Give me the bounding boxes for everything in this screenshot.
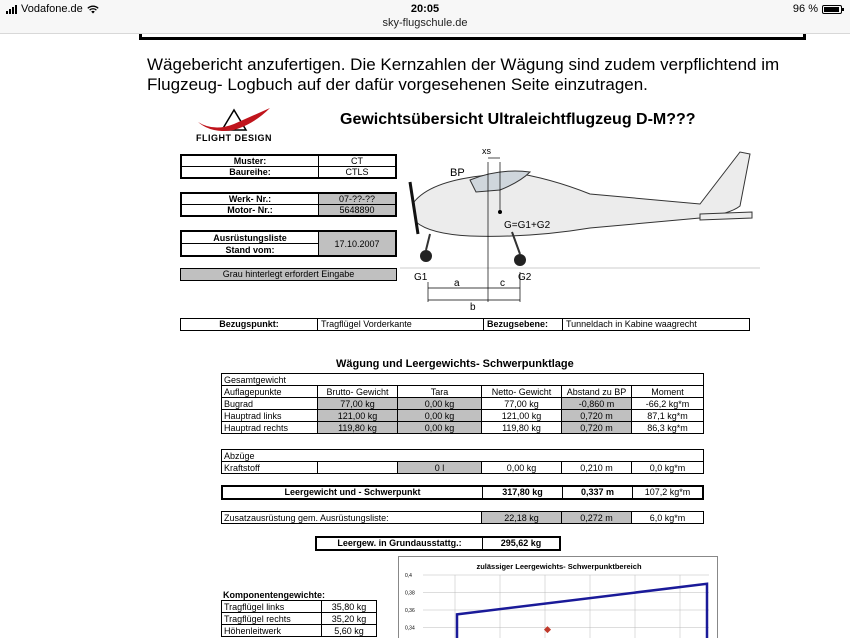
type-box [180, 154, 397, 179]
y-tick-label: 0,36 [405, 608, 415, 614]
ausruestung-label: Ausrüstungsliste [182, 232, 319, 244]
header-row [222, 386, 704, 398]
table-cell: Hauptrad rechts [222, 422, 318, 434]
y-tick-label: 0,38 [405, 590, 415, 597]
table-cell[interactable]: -0,860 m [562, 398, 632, 410]
header-cell: Auflagepunkte [222, 386, 318, 398]
deductions-table [221, 449, 704, 474]
table-cell: Tragflügel links [222, 601, 322, 613]
table-row [222, 422, 704, 434]
bezugsebene-label: Bezugsebene: [484, 319, 563, 330]
table-row [222, 398, 704, 410]
werk-nr-label: Werk- Nr.: [182, 194, 319, 205]
header-cell: Tara [398, 386, 482, 398]
table-cell[interactable]: 0 l [398, 462, 482, 474]
header-cell: Brutto- Gewicht [318, 386, 398, 398]
grundausstattung-label: Leergew. in Grundausstattg.: [317, 538, 483, 549]
url-label[interactable]: sky-flugschule.de [382, 17, 468, 29]
motor-nr-value[interactable]: 5648890 [319, 205, 396, 216]
table-row [222, 601, 377, 613]
header-cell: Abstand zu BP [562, 386, 632, 398]
y-tick-label: 0,34 [405, 625, 415, 632]
g2-label: G2 [518, 272, 532, 283]
document-title: Gewichtsübersicht Ultraleichtflugzeug D-M??? [340, 111, 696, 128]
table-cell: Tragflügel rechts [222, 613, 322, 625]
table-row [222, 462, 704, 474]
table-cell[interactable]: 22,18 kg [482, 512, 562, 524]
table-cell: Hauptrad links [222, 410, 318, 422]
serial-box [180, 192, 397, 217]
reference-row [180, 318, 750, 331]
status-bar [0, 0, 850, 34]
equipment-box [180, 230, 397, 257]
battery-percent: 96 % [792, 3, 818, 15]
baureihe-label: Baureihe: [182, 167, 319, 178]
additional-equipment-table [221, 511, 704, 524]
chart-plot [399, 557, 717, 638]
werk-nr-value[interactable]: 07-??-?? [319, 194, 396, 205]
bezugspunkt-label: Bezugspunkt: [181, 319, 318, 330]
xs-label: xs [482, 146, 491, 156]
gesamtgewicht-label: Gesamtgewicht [222, 374, 704, 386]
table-cell: Höhenleitwerk [222, 625, 322, 637]
abzuege-label: Abzüge [222, 450, 704, 462]
table-row [222, 625, 377, 637]
table-cell: -66,2 kg*m [632, 398, 704, 410]
intro-paragraph: Wägebericht anzufertigen. Die Kernzahlen der Wägung sind zudem verpflichtend im Flugzeug- Logbuch auf der dafür vorgesehenen Seite einzutragen. [147, 55, 780, 94]
table-cell: Bugrad [222, 398, 318, 410]
table-cell: 0,00 kg [482, 462, 562, 474]
table-cell: 119,80 kg [482, 422, 562, 434]
table-row [222, 613, 377, 625]
table-row [222, 410, 704, 422]
cg-range-chart [398, 556, 718, 638]
header-cell: Moment [632, 386, 704, 398]
table-cell[interactable]: 0,720 m [562, 422, 632, 434]
table-cell: 0,210 m [562, 462, 632, 474]
table-cell: 35,20 kg [322, 613, 377, 625]
battery-icon [822, 5, 842, 14]
airplane-diagram [400, 142, 760, 312]
table-cell: Zusatzausrüstung gem. Ausrüstungsliste: [222, 512, 482, 524]
leergewicht-cg: 0,337 m [563, 487, 633, 498]
table-cell: 6,0 kg*m [632, 512, 704, 524]
stand-label: Stand vom: [182, 244, 319, 256]
table-cell[interactable]: 0,00 kg [398, 422, 482, 434]
muster-label: Muster: [182, 156, 319, 167]
table-cell: 5,60 kg [322, 625, 377, 637]
weighing-table [221, 373, 704, 434]
g-formula-label: G=G1+G2 [504, 220, 551, 231]
b-label: b [470, 302, 476, 312]
table-row [222, 512, 704, 524]
table-cell[interactable]: 0,720 m [562, 410, 632, 422]
carrier-name: Vodafone.de [21, 3, 83, 15]
table-cell[interactable]: 0,00 kg [398, 398, 482, 410]
basic-weight-row [315, 536, 561, 551]
table-cell: 35,80 kg [322, 601, 377, 613]
table-cell[interactable]: 119,80 kg [318, 422, 398, 434]
a-label: a [454, 278, 460, 289]
stand-value[interactable]: 17.10.2007 [319, 232, 396, 256]
table-cell: Kraftstoff [222, 462, 318, 474]
muster-value: CT [319, 156, 396, 167]
c-label: c [500, 278, 505, 289]
bezugsebene-value: Tunneldach in Kabine waagrecht [566, 319, 697, 329]
table-cell: 77,00 kg [482, 398, 562, 410]
leergewicht-label: Leergewicht und - Schwerpunkt [223, 487, 483, 498]
envelope-line [457, 584, 707, 638]
battery-area [793, 3, 842, 15]
table-cell[interactable]: 0,00 kg [398, 410, 482, 422]
g1-label: G1 [414, 272, 428, 283]
bezugspunkt-value: Tragflügel Vorderkante [318, 319, 484, 330]
weighing-title: Wägung und Leergewichts- Schwerpunktlage [336, 358, 574, 370]
clock: 20:05 [410, 3, 440, 15]
empty-weight-row [221, 485, 704, 500]
bp-label: BP [450, 167, 465, 179]
header-cell: Netto- Gewicht [482, 386, 562, 398]
table-cell[interactable]: 0,272 m [562, 512, 632, 524]
previous-box-frame [139, 34, 806, 40]
baureihe-value: CTLS [319, 167, 396, 178]
table-cell [318, 462, 398, 474]
chart-title: zulässiger Leergewichts- Schwerpunktbereich [476, 562, 642, 571]
grey-note: Grau hinterlegt erfordert Eingabe [180, 268, 397, 281]
logo-text: FLIGHT DESIGN [196, 133, 272, 143]
y-tick-label: 0,4 [405, 573, 412, 579]
table-cell: 0,0 kg*m [632, 462, 704, 474]
table-cell: 87,1 kg*m [632, 410, 704, 422]
grundausstattung-value: 295,62 kg [500, 538, 542, 548]
leergewicht-weight: 317,80 kg [483, 487, 563, 498]
components-title: Komponentengewichte: [223, 590, 326, 600]
motor-nr-label: Motor- Nr.: [182, 205, 319, 216]
table-cell[interactable]: 121,00 kg [318, 410, 398, 422]
leergewicht-moment: 107,2 kg*m [644, 487, 691, 497]
components-table [221, 600, 377, 637]
table-cell[interactable]: 77,00 kg [318, 398, 398, 410]
table-cell: 121,00 kg [482, 410, 562, 422]
table-cell: 86,3 kg*m [632, 422, 704, 434]
